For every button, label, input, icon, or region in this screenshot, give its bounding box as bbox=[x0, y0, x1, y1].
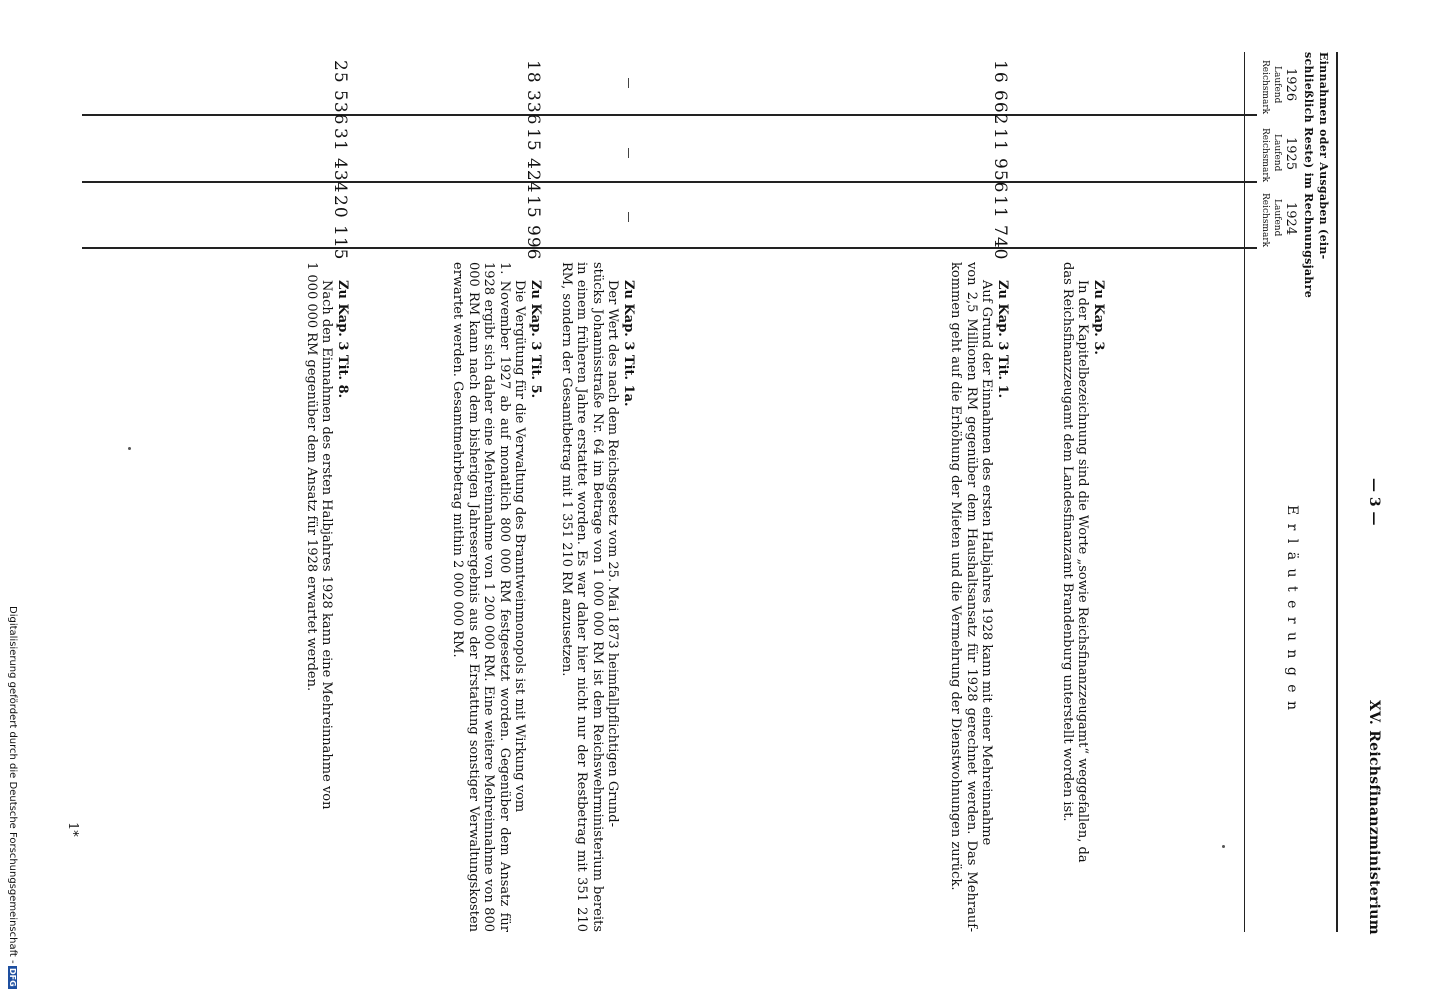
unit-1924: Laufend bbox=[1272, 199, 1282, 237]
cell-r1-1925: 11 956 bbox=[990, 128, 1010, 194]
cell-r4-1926: 25 536 bbox=[330, 60, 350, 126]
rule-col-1924 bbox=[82, 247, 1257, 249]
page-number: — 3 — bbox=[1366, 478, 1382, 526]
table-header-line1: Einnahmen oder Ausgaben (ein- bbox=[1317, 52, 1330, 260]
cell-r3-1926: 18 336 bbox=[523, 60, 543, 126]
rule-header-bottom bbox=[1244, 52, 1245, 932]
cell-r2-1924 bbox=[628, 212, 629, 222]
note-tit8-label: Zu Kap. 3 Tit. 8. bbox=[335, 280, 350, 399]
note-tit8: Zu Kap. 3 Tit. 8. Nach den Einnahmen des ersten Halbjahres 1928 kann eine Mehreinnahme von 1 000 000 RM gegenüber dem Ansatz für 1928 erwartet werden. bbox=[304, 262, 351, 932]
heading-erlaeuterungen: E r l ä u t e r u n g e n bbox=[1284, 505, 1300, 713]
digitization-notice: Digitalisierung gefördert durch die Deutsche Forschungsgemeinschaft - bbox=[7, 606, 18, 964]
note-tit5-label: Zu Kap. 3 Tit. 5. bbox=[528, 280, 543, 399]
unit-1925b: Reichsmark bbox=[1260, 128, 1270, 183]
dfg-logo: DFG bbox=[8, 968, 17, 987]
note-tit5: Zu Kap. 3 Tit. 5. Die Vergütung für die Verwaltung des Branntweinmonopols ist mit Wirkung vom 1. November 1927 ab auf monatlich 800 000 RM festgesetzt worden. Gegenüber dem Ansatz für 1928 ergibt sich daher eine Mehreinnahme von 1 200 000 RM. Eine weitere Mehreinnahme von 800 000 RM kann nach dem bisherigen Jahresergebnis aus der Erstattung sonstiger Verwaltungskosten erwartet werden. Gesamtmehrbetrag mithin 2 000 000 RM. bbox=[450, 262, 543, 933]
note-kap3-label: Zu Kap. 3. bbox=[1091, 280, 1106, 355]
rule-col-1925 bbox=[82, 181, 1257, 183]
scan-speck bbox=[1222, 845, 1225, 848]
rule-col-1926 bbox=[82, 114, 1257, 116]
unit-1924b: Reichsmark bbox=[1260, 193, 1270, 248]
note-kap3: Zu Kap. 3. In der Kapitelbezeichnung sind die Worte „sowie Reichsfinanzzeugamt“ weggefallen, da das Reichsfinanzzeugamt dem Landesfinanzamt Brandenburg unterstellt worden ist. bbox=[1060, 262, 1107, 932]
cell-r4-1925: 31 434 bbox=[330, 128, 350, 194]
year-1926: 1926 bbox=[1283, 68, 1298, 102]
cell-r2-1926 bbox=[628, 78, 629, 88]
note-tit1-label: Zu Kap. 3 Tit. 1. bbox=[995, 280, 1010, 399]
cell-r2-1925 bbox=[628, 148, 629, 158]
note-tit1a-label: Zu Kap. 3 Tit. 1a. bbox=[621, 280, 636, 407]
cell-r1-1924: 11 740 bbox=[990, 195, 1010, 261]
rule-outer-right bbox=[1336, 52, 1338, 932]
cell-r1-1926: 16 662 bbox=[990, 60, 1010, 126]
scan-speck bbox=[128, 447, 131, 450]
unit-1926: Laufend bbox=[1272, 66, 1282, 104]
note-tit1a: Zu Kap. 3 Tit. 1a. Der Wert des nach dem Reichsgesetz vom 25. Mai 1873 heimfallpflichtigen Grund- stücks Johannisstraße Nr. 64 im Betrage von 1 000 000 RM ist dem Reichswehrministerium bereits in einem früheren Jahre erstattet worden. Es war daher hier nicht nur der Restbetrag mit 351 210 RM, sondern der Gesamtbetrag mit 1 351 210 RM anzusetzen. bbox=[559, 262, 636, 932]
year-1925: 1925 bbox=[1283, 137, 1298, 171]
cell-r4-1924: 20 115 bbox=[330, 195, 350, 261]
footnote-marker: 1* bbox=[65, 822, 80, 837]
cell-r3-1924: 15 996 bbox=[523, 195, 543, 261]
table-header-line2: schließlich Reste) im Rechnungsjahre bbox=[1302, 52, 1315, 298]
unit-1926b: Reichsmark bbox=[1260, 60, 1270, 115]
year-1924: 1924 bbox=[1283, 202, 1298, 236]
unit-1925: Laufend bbox=[1272, 134, 1282, 172]
note-tit1: Zu Kap. 3 Tit. 1. Auf Grund der Einnahmen des ersten Halbjahres 1928 kann mit einer Mehreinnahme von 2,5 Millionen RM gegenüber dem Haushaltsansatz für 1928 gerechnet werden. Das Mehrauf- kommen geht auf die Erhöhung der Mieten und die Vermehrung der Dienstwohnungen zurück. bbox=[948, 262, 1010, 932]
cell-r3-1925: 15 424 bbox=[523, 128, 543, 194]
section-title: XV. Reichsfinanzministerium bbox=[1366, 700, 1382, 935]
